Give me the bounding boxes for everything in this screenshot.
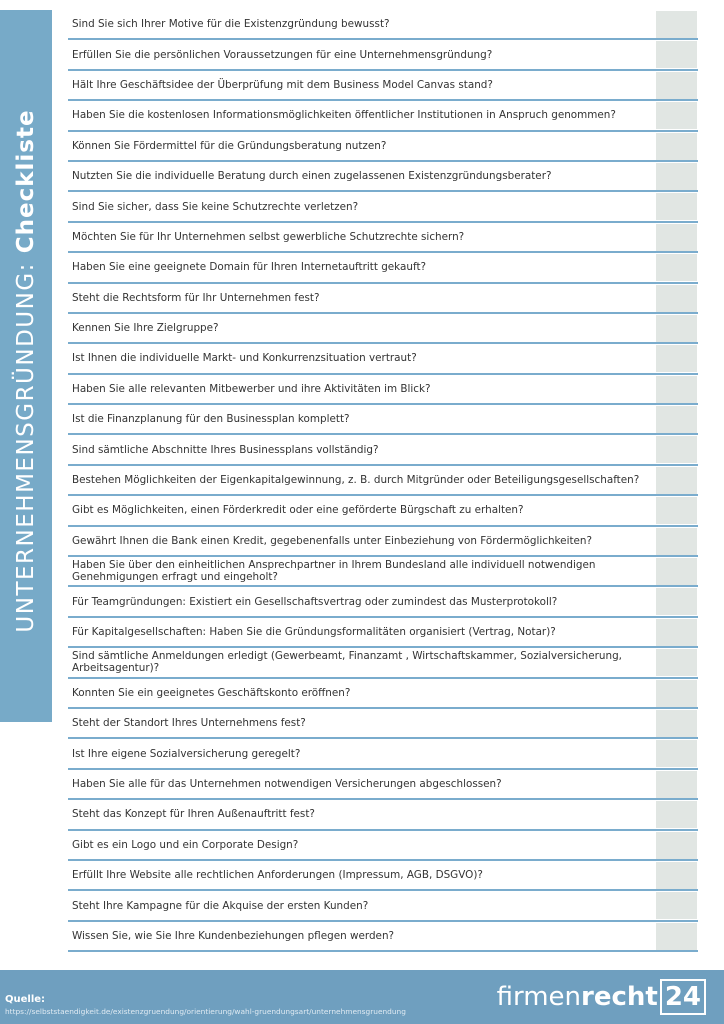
checklist-row (68, 739, 698, 769)
checkbox[interactable] (656, 133, 697, 160)
checklist-row (68, 557, 698, 587)
checkbox[interactable] (656, 406, 697, 433)
checkbox[interactable] (656, 862, 697, 889)
checklist-row (68, 344, 698, 374)
checkbox[interactable] (656, 345, 697, 372)
checklist-row (68, 709, 698, 739)
question-text: Ist Ihre eigene Sozialversicherung geregelt? (72, 747, 301, 760)
checklist-row (68, 192, 698, 222)
checkbox[interactable] (656, 163, 697, 190)
checklist-row (68, 891, 698, 921)
question-text: Haben Sie alle für das Unternehmen notwendigen Versicherungen abgeschlossen? (72, 777, 502, 790)
question-text: Hält Ihre Geschäftsidee der Überprüfung mit dem Business Model Canvas stand? (72, 78, 493, 91)
checklist-row (68, 861, 698, 891)
checklist-row (68, 101, 698, 131)
question-text: Nutzten Sie die individuelle Beratung durch einen zugelassenen Existenzgründungsberater? (72, 170, 552, 183)
checklist-row (68, 922, 698, 952)
question-text: Haben Sie die kostenlosen Informationsmöglichkeiten öffentlicher Institutionen in Anspruch genommen? (72, 109, 616, 122)
brand-text (497, 982, 658, 1012)
question-text: Steht Ihre Kampagne für die Akquise der ersten Kunden? (72, 899, 369, 912)
checklist-row (68, 405, 698, 435)
footer (0, 970, 724, 1024)
checklist-row (68, 132, 698, 162)
side-title (13, 109, 39, 632)
question-text: Steht der Standort Ihres Unternehmens fest? (72, 717, 306, 730)
question-text: Gibt es Möglichkeiten, einen Förderkredit oder eine geförderte Bürgschaft zu erhalten? (72, 504, 524, 517)
question-text: Ist die Finanzplanung für den Businessplan komplett? (72, 413, 350, 426)
checklist (68, 10, 698, 952)
brand-text-recht: recht (581, 982, 658, 1012)
checkbox[interactable] (656, 832, 697, 859)
checklist-row (68, 314, 698, 344)
checkbox[interactable] (656, 497, 697, 524)
question-text: Steht die Rechtsform für Ihr Unternehmen fest? (72, 291, 320, 304)
checkbox[interactable] (656, 801, 697, 828)
source-label: Quelle: (5, 994, 46, 1005)
checkbox[interactable] (656, 436, 697, 463)
question-text: Konnten Sie ein geeignetes Geschäftskonto eröffnen? (72, 686, 351, 699)
question-text: Sind Sie sich Ihrer Motive für die Existenzgründung bewusst? (72, 18, 390, 31)
question-text: Kennen Sie Ihre Zielgruppe? (72, 322, 219, 335)
brand-number-box: 24 (660, 979, 706, 1015)
checkbox[interactable] (656, 892, 697, 919)
checklist-row (68, 770, 698, 800)
question-text: Sind sämtliche Anmeldungen erledigt (Gewerbeamt, Finanzamt , Wirtschaftskammer, Sozialversicherung, Arbeitsagentur)? (72, 650, 622, 675)
side-title-checkliste: Checkliste (13, 109, 39, 254)
checkbox[interactable] (656, 285, 697, 312)
brand-logo (497, 980, 706, 1014)
question-text: Erfüllt Ihre Website alle rechtlichen Anforderungen (Impressum, AGB, DSGVO)? (72, 869, 483, 882)
checklist-row (68, 527, 698, 557)
checkbox[interactable] (656, 467, 697, 494)
brand-text-firmen: firmen (496, 982, 581, 1012)
checklist-row (68, 223, 698, 253)
side-banner (0, 10, 52, 722)
checkbox[interactable] (656, 376, 697, 403)
checklist-row (68, 648, 698, 678)
question-text: Erfüllen Sie die persönlichen Voraussetzungen für eine Unternehmensgründung? (72, 48, 493, 61)
checklist-row (68, 10, 698, 40)
checklist-row (68, 71, 698, 101)
question-text: Für Kapitalgesellschaften: Haben Sie die Gründungsformalitäten organisiert (Vertrag, Notar)? (72, 626, 556, 638)
checklist-row (68, 679, 698, 709)
question-text: Haben Sie eine geeignete Domain für Ihren Internetauftritt gekauft? (72, 261, 427, 274)
checklist-row (68, 375, 698, 405)
question-text: Bestehen Möglichkeiten der Eigenkapitalgewinnung, z. B. durch Mitgründer oder Beteiligungsgesellschaften? (72, 474, 640, 487)
checklist-row (68, 800, 698, 830)
checklist-row (68, 466, 698, 496)
checklist-row (68, 435, 698, 465)
question-text: Sind sämtliche Abschnitte Ihres Businessplans vollständig? (72, 443, 379, 456)
question-text: Können Sie Fördermittel für die Gründungsberatung nutzen? (72, 139, 387, 152)
checkbox[interactable] (656, 11, 697, 38)
question-text: Gibt es ein Logo und ein Corporate Design? (72, 838, 299, 851)
checklist-row (68, 831, 698, 861)
checklist-row (68, 587, 698, 617)
checkbox[interactable] (656, 588, 697, 615)
checkbox[interactable] (656, 558, 697, 585)
checklist-row (68, 162, 698, 192)
checkbox[interactable] (656, 224, 697, 251)
checkbox[interactable] (656, 254, 697, 281)
checkbox[interactable] (656, 923, 697, 950)
source-url[interactable]: https://selbststaendigkeit.de/existenzgruendung/orientierung/wahl-gruendungsart/unternehmensgruendung (5, 1007, 406, 1016)
checklist-row (68, 40, 698, 70)
side-title-main: UNTERNEHMENSGRÜNDUNG: (13, 253, 39, 633)
checkbox[interactable] (656, 649, 697, 676)
checkbox[interactable] (656, 102, 697, 129)
checkbox[interactable] (656, 619, 697, 646)
question-text: Für Teamgründungen: Existiert ein Gesellschaftsvertrag oder zumindest das Musterprotokoll? (72, 595, 558, 608)
question-text: Steht das Konzept für Ihren Außenauftritt fest? (72, 808, 315, 821)
checklist-row (68, 496, 698, 526)
checklist-row (68, 618, 698, 648)
checklist-row (68, 253, 698, 283)
question-text: Ist Ihnen die individuelle Markt- und Konkurrenzsituation vertraut? (72, 352, 417, 365)
checkbox[interactable] (656, 710, 697, 737)
checkbox[interactable] (656, 41, 697, 68)
checkbox[interactable] (656, 771, 697, 798)
checkbox[interactable] (656, 740, 697, 767)
checkbox[interactable] (656, 528, 697, 555)
question-text: Sind Sie sicher, dass Sie keine Schutzrechte verletzen? (72, 200, 359, 213)
checkbox[interactable] (656, 680, 697, 707)
checkbox[interactable] (656, 193, 697, 220)
question-text: Möchten Sie für Ihr Unternehmen selbst gewerbliche Schutzrechte sichern? (72, 230, 465, 243)
question-text: Haben Sie alle relevanten Mitbewerber und ihre Aktivitäten im Blick? (72, 382, 431, 395)
checkbox[interactable] (656, 315, 697, 342)
question-text: Haben Sie über den einheitlichen Ansprechpartner in Ihrem Bundesland alle individuell notwendigen Genehmigungen erfragt und eingeholt? (72, 559, 596, 584)
question-text: Wissen Sie, wie Sie Ihre Kundenbeziehungen pflegen werden? (72, 929, 395, 942)
checklist-row (68, 284, 698, 314)
question-text: Gewährt Ihnen die Bank einen Kredit, gegebenenfalls unter Einbeziehung von Fördermöglichkeiten? (72, 534, 593, 547)
checkbox[interactable] (656, 72, 697, 99)
